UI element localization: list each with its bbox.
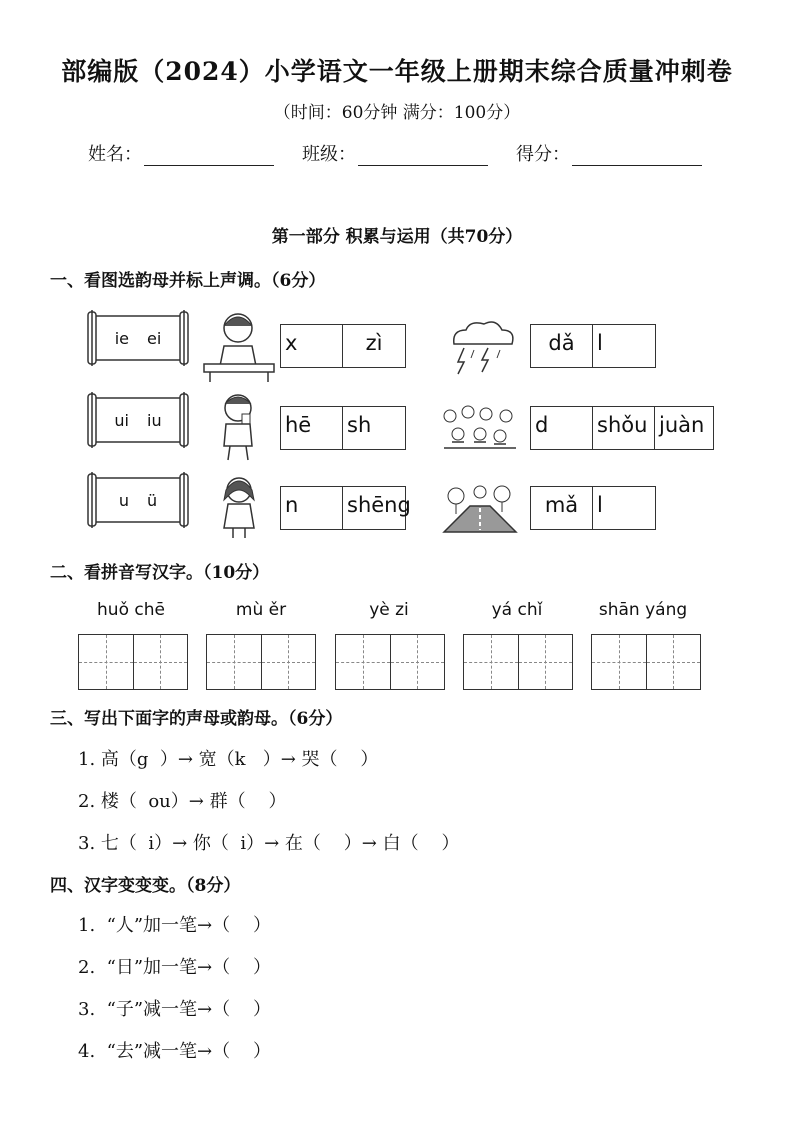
writing-grid-4[interactable] bbox=[463, 634, 573, 690]
pinyin-word-3: yè zi bbox=[369, 600, 409, 620]
writing-grid-3[interactable] bbox=[335, 634, 445, 690]
pinyin-cell: shǒu bbox=[593, 407, 655, 449]
pinyin-cell: n bbox=[281, 487, 343, 529]
girl-standing-icon bbox=[214, 474, 264, 540]
part1-title: 第一部分 积累与运用（共70分） bbox=[271, 227, 523, 247]
pinyin-cell: hē bbox=[281, 407, 343, 449]
pinyin-cell: zì bbox=[365, 331, 383, 355]
section3-title: 三、写出下面字的声母或韵母。（6分） bbox=[50, 709, 343, 729]
section1-title: 一、看图选韵母并标上声调。（6分） bbox=[50, 271, 326, 291]
class-label: 班级： bbox=[302, 144, 356, 165]
pinyin-box-2-left[interactable] bbox=[280, 406, 406, 450]
exam-subtitle: （时间：60分钟 满分：100分） bbox=[273, 103, 521, 123]
option-2a: ui bbox=[114, 410, 129, 430]
pinyin-box-3-left[interactable] bbox=[280, 486, 411, 530]
pinyin-box-2-right[interactable] bbox=[530, 406, 714, 450]
option-2b: iu bbox=[147, 410, 162, 430]
name-field[interactable] bbox=[88, 140, 274, 166]
option-1b: ei bbox=[147, 328, 162, 348]
option-1a: ie bbox=[114, 328, 129, 348]
option-3a: u bbox=[118, 490, 129, 510]
class-blank[interactable] bbox=[358, 147, 488, 166]
question-4-2[interactable]: 2. “日”加一笔→（ ） bbox=[78, 957, 271, 978]
section4-title: 四、汉字变变变。（8分） bbox=[50, 876, 241, 896]
storm-icon bbox=[444, 316, 520, 376]
pinyin-cell: mǎ bbox=[531, 487, 593, 529]
score-label: 得分： bbox=[516, 144, 570, 165]
pinyin-box-1-right[interactable] bbox=[530, 324, 656, 368]
pinyin-word-4: yá chǐ bbox=[491, 600, 543, 620]
girl-writing-icon bbox=[200, 306, 276, 382]
class-field[interactable] bbox=[302, 140, 488, 166]
pinyin-word-2: mù ěr bbox=[235, 600, 287, 620]
exam-title: 部编版（2024）小学语文一年级上册期末综合质量冲刺卷 bbox=[61, 57, 733, 86]
pinyin-cell: d bbox=[531, 407, 593, 449]
pinyin-cell: shēng bbox=[347, 493, 411, 517]
name-blank[interactable] bbox=[144, 147, 274, 166]
pinyin-word-1: huǒ chē bbox=[97, 600, 165, 620]
pinyin-box-3-right[interactable] bbox=[530, 486, 656, 530]
option-3b: ü bbox=[147, 490, 158, 510]
vowel-scroll-1 bbox=[84, 310, 192, 366]
pinyin-cell: sh bbox=[347, 413, 372, 437]
score-field[interactable] bbox=[516, 140, 702, 166]
question-4-1[interactable]: 1. “人”加一笔→（ ） bbox=[78, 915, 271, 936]
score-blank[interactable] bbox=[572, 147, 702, 166]
vowel-scroll-3 bbox=[84, 472, 192, 528]
vowel-scroll-2 bbox=[84, 392, 192, 448]
question-4-4[interactable]: 4. “去”减一笔→（ ） bbox=[78, 1041, 271, 1062]
question-3-1[interactable]: 1. 高（g ）→ 宽（k ）→ 哭（ ） bbox=[78, 749, 379, 770]
road-trees-icon bbox=[440, 484, 520, 534]
pinyin-cell: juàn bbox=[659, 413, 705, 437]
children-clapping-icon bbox=[438, 402, 522, 454]
name-label: 姓名： bbox=[88, 144, 142, 165]
writing-grid-2[interactable] bbox=[206, 634, 316, 690]
question-3-3[interactable]: 3. 七（ i）→ 你（ i）→ 在（ ）→ 白（ ） bbox=[78, 833, 460, 854]
writing-grid-5[interactable] bbox=[591, 634, 701, 690]
boy-drinking-icon bbox=[212, 390, 264, 462]
pinyin-word-5: shān yáng bbox=[598, 600, 688, 620]
question-4-3[interactable]: 3. “子”减一笔→（ ） bbox=[78, 999, 271, 1020]
pinyin-cell: dǎ bbox=[531, 325, 593, 367]
writing-grid-1[interactable] bbox=[78, 634, 188, 690]
pinyin-cell: l bbox=[597, 331, 603, 355]
pinyin-cell: l bbox=[597, 493, 603, 517]
pinyin-cell: x bbox=[281, 325, 343, 367]
section2-title: 二、看拼音写汉字。（10分） bbox=[50, 563, 270, 583]
pinyin-box-1-left[interactable] bbox=[280, 324, 406, 368]
question-3-2[interactable]: 2. 楼（ ou）→ 群（ ） bbox=[78, 791, 287, 812]
